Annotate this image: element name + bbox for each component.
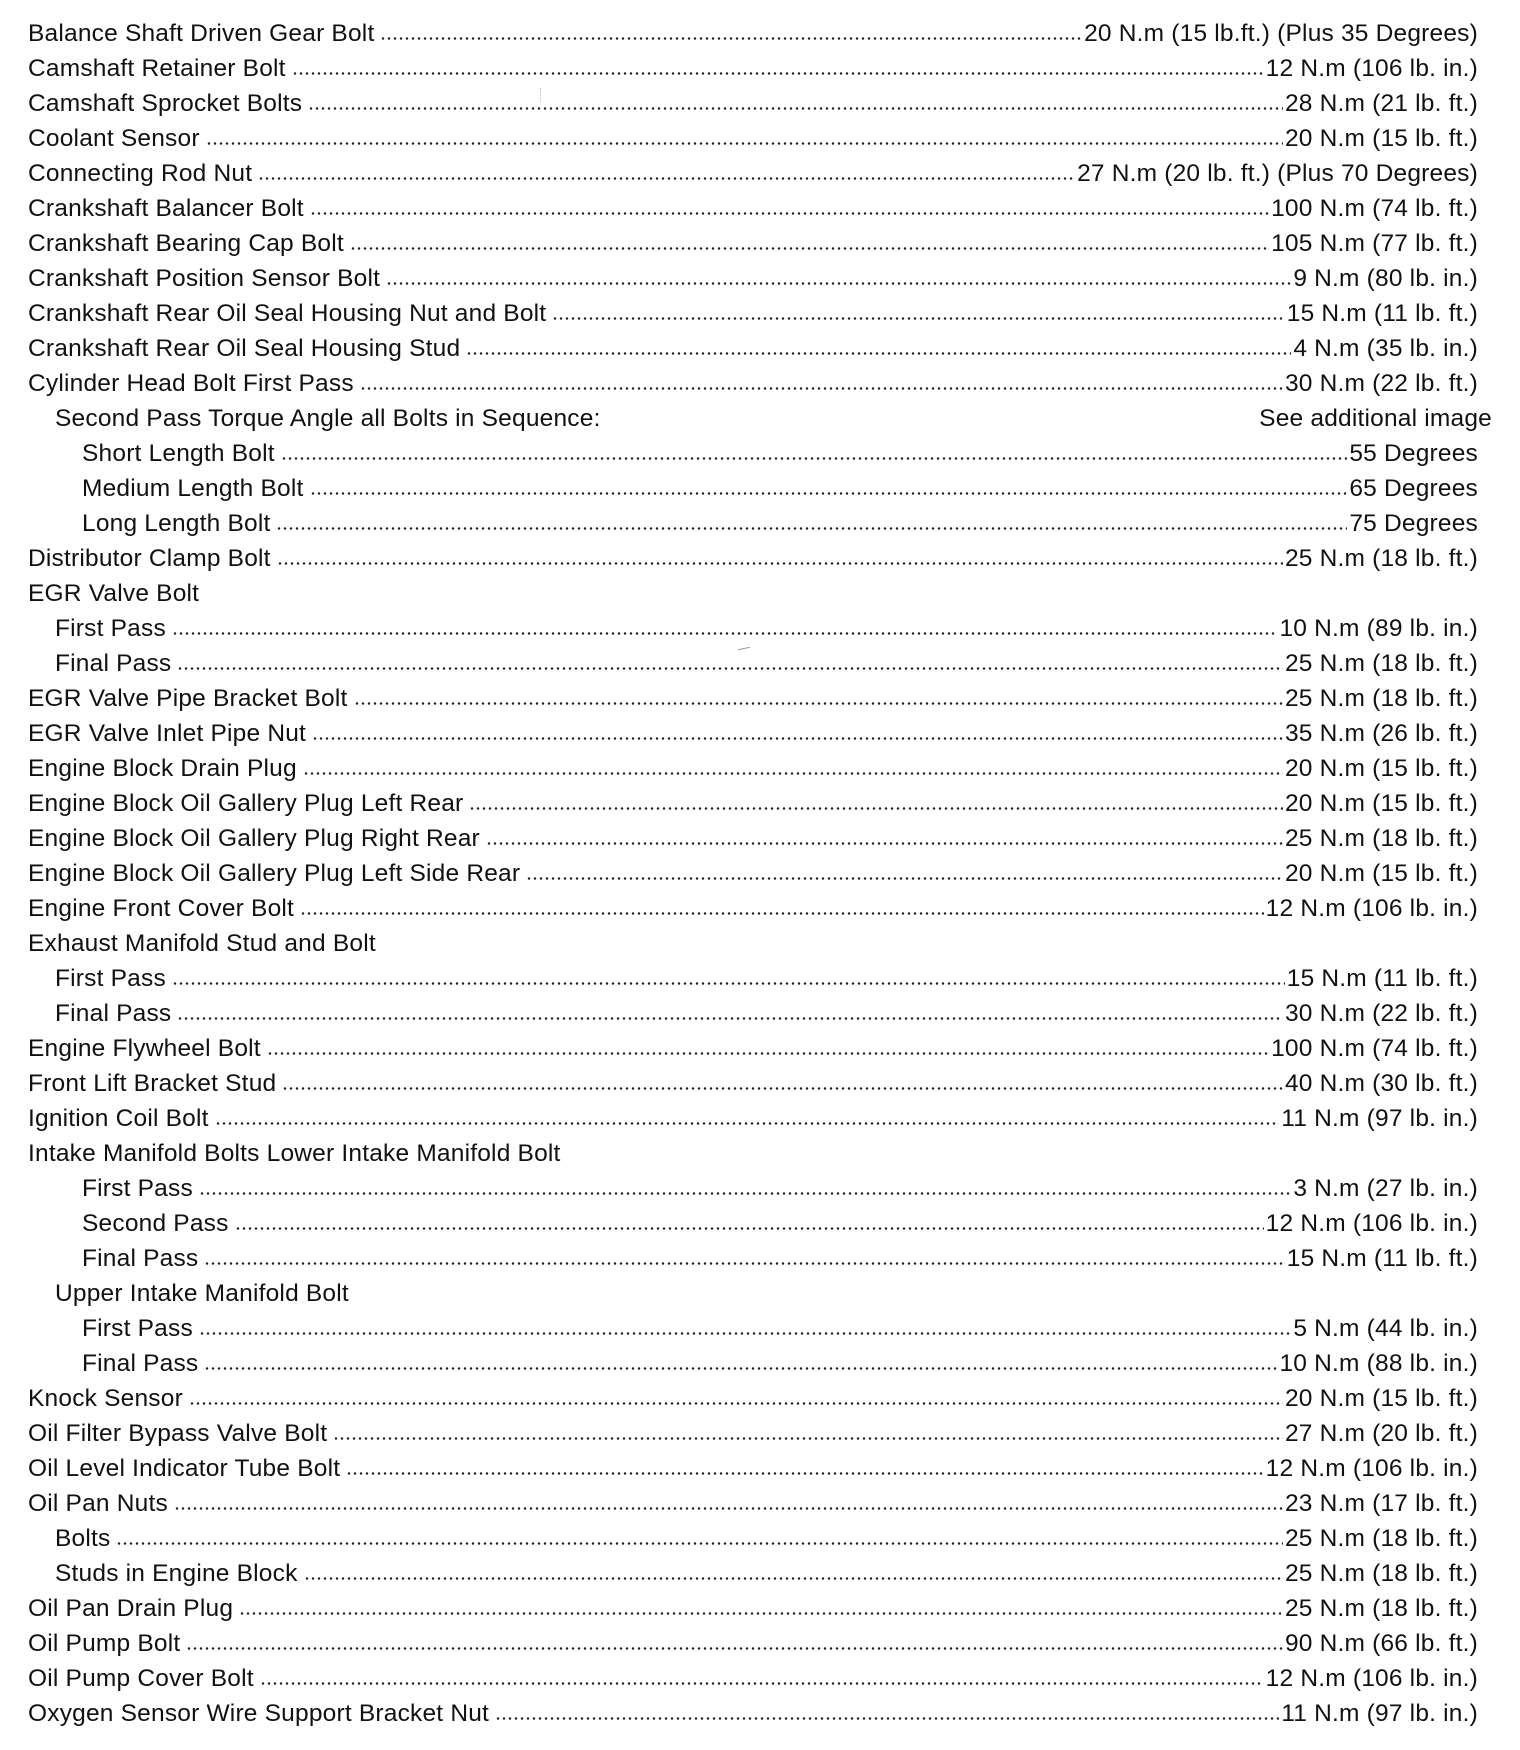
- spec-value: 65 Degrees: [1349, 474, 1478, 502]
- spec-row: [28, 821, 1478, 856]
- dot-leader: [260, 1682, 1264, 1685]
- spec-label: Final Pass: [55, 649, 172, 677]
- spec-label: Engine Flywheel Bolt: [28, 1034, 261, 1062]
- spec-value: 11 N.m (97 lb. in.): [1281, 1699, 1478, 1727]
- spec-value: 23 N.m (17 lb. ft.): [1284, 1489, 1478, 1517]
- spec-value: 15 N.m (11 lb. ft.): [1286, 299, 1478, 327]
- dot-leader: [204, 1367, 1277, 1370]
- spec-label: Crankshaft Position Sensor Bolt: [28, 264, 381, 292]
- spec-value: 35 N.m (26 lb. ft.): [1284, 719, 1478, 747]
- spec-row: [28, 261, 1478, 296]
- spec-value: 10 N.m (89 lb. in.): [1279, 614, 1478, 642]
- spec-row: [28, 16, 1478, 51]
- spec-value: 12 N.m (106 lb. in.): [1265, 1209, 1478, 1237]
- spec-row: [28, 1206, 1478, 1241]
- dot-leader: [308, 107, 1283, 110]
- spec-label: Engine Block Oil Gallery Plug Left Rear: [28, 789, 464, 817]
- spec-value: 20 N.m (15 lb. ft.): [1284, 1384, 1478, 1412]
- dot-leader: [310, 212, 1269, 215]
- spec-value: 55 Degrees: [1349, 439, 1478, 467]
- spec-row: [28, 191, 1478, 226]
- dot-leader: [350, 247, 1269, 250]
- dot-leader: [172, 982, 1285, 985]
- spec-label: Oxygen Sensor Wire Support Bracket Nut: [28, 1699, 490, 1727]
- dot-leader: [281, 457, 1348, 460]
- spec-label: Studs in Engine Block: [55, 1559, 298, 1587]
- dot-leader: [552, 317, 1284, 320]
- dot-leader: [277, 562, 1283, 565]
- spec-row: [28, 926, 1478, 961]
- spec-label: Ignition Coil Bolt: [28, 1104, 209, 1132]
- spec-label: Second Pass: [82, 1209, 229, 1237]
- spec-row: [28, 156, 1478, 191]
- dot-leader: [346, 1472, 1263, 1475]
- spec-row: [28, 1591, 1478, 1626]
- spec-row: [28, 51, 1478, 86]
- spec-label: Engine Block Oil Gallery Plug Right Rear: [28, 824, 480, 852]
- spec-value: 25 N.m (18 lb. ft.): [1284, 649, 1478, 677]
- dot-leader: [177, 1017, 1283, 1020]
- spec-row: [28, 226, 1478, 261]
- spec-row: [28, 1486, 1478, 1521]
- dot-leader: [310, 492, 1348, 495]
- spec-value: 9 N.m (80 lb. in.): [1293, 264, 1478, 292]
- spec-value: 12 N.m (106 lb. in.): [1265, 1454, 1478, 1482]
- dot-leader: [204, 1262, 1284, 1265]
- dot-leader: [206, 142, 1283, 145]
- dot-leader: [258, 177, 1075, 180]
- spec-row: [28, 401, 1492, 436]
- dot-leader: [199, 1192, 1291, 1195]
- spec-label: Oil Pan Nuts: [28, 1489, 168, 1517]
- spec-value: 20 N.m (15 lb. ft.): [1284, 859, 1478, 887]
- spec-label: EGR Valve Inlet Pipe Nut: [28, 719, 307, 747]
- spec-row: [28, 1241, 1478, 1276]
- dot-leader: [174, 1507, 1283, 1510]
- spec-row: [28, 1521, 1478, 1556]
- spec-value: 11 N.m (97 lb. in.): [1281, 1104, 1478, 1132]
- spec-value: 30 N.m (22 lb. ft.): [1284, 999, 1478, 1027]
- spec-value: 100 N.m (74 lb. ft.): [1271, 194, 1478, 222]
- spec-label: First Pass: [82, 1174, 193, 1202]
- spec-label: Oil Pump Cover Bolt: [28, 1664, 254, 1692]
- spec-label: Upper Intake Manifold Bolt: [55, 1279, 349, 1307]
- dot-leader: [360, 387, 1283, 390]
- spec-row: [28, 1276, 1478, 1311]
- dot-leader: [526, 877, 1283, 880]
- spec-row: [28, 1066, 1478, 1101]
- spec-row: [28, 1311, 1478, 1346]
- spec-label: First Pass: [55, 964, 166, 992]
- spec-label: Final Pass: [82, 1244, 199, 1272]
- dot-leader: [304, 1577, 1283, 1580]
- spec-row: [28, 646, 1478, 681]
- spec-label: EGR Valve Bolt: [28, 579, 200, 607]
- spec-value: 20 N.m (15 lb. ft.): [1284, 789, 1478, 817]
- dot-leader: [303, 772, 1283, 775]
- dot-leader: [495, 1717, 1279, 1720]
- dot-leader: [186, 1647, 1283, 1650]
- spec-value: 12 N.m (106 lb. in.): [1265, 1664, 1478, 1692]
- spec-row: [28, 1381, 1478, 1416]
- spec-note: See additional image: [1259, 404, 1492, 432]
- spec-value: 12 N.m (106 lb. in.): [1265, 894, 1478, 922]
- spec-row: [28, 331, 1478, 366]
- spec-label: Camshaft Retainer Bolt: [28, 54, 286, 82]
- spec-row: [28, 1556, 1478, 1591]
- dot-leader: [466, 352, 1291, 355]
- spec-value: 30 N.m (22 lb. ft.): [1284, 369, 1478, 397]
- spec-label: Engine Front Cover Bolt: [28, 894, 295, 922]
- spec-row: [28, 1661, 1478, 1696]
- spec-label: First Pass: [82, 1314, 193, 1342]
- spec-label: Oil Level Indicator Tube Bolt: [28, 1454, 341, 1482]
- spec-label: Cylinder Head Bolt First Pass: [28, 369, 354, 397]
- spec-label: Medium Length Bolt: [82, 474, 304, 502]
- spec-row: [28, 1696, 1478, 1731]
- dot-leader: [116, 1542, 1282, 1545]
- spec-value: 4 N.m (35 lb. in.): [1293, 334, 1478, 362]
- spec-label: First Pass: [55, 614, 166, 642]
- spec-row: [28, 296, 1478, 331]
- spec-value: 27 N.m (20 lb. ft.): [1284, 1419, 1478, 1447]
- spec-label: Coolant Sensor: [28, 124, 200, 152]
- spec-label: Camshaft Sprocket Bolts: [28, 89, 303, 117]
- dot-leader: [276, 527, 1347, 530]
- spec-label: Oil Filter Bypass Valve Bolt: [28, 1419, 328, 1447]
- spec-row: [28, 1101, 1478, 1136]
- spec-value: 28 N.m (21 lb. ft.): [1284, 89, 1478, 117]
- spec-row: [28, 716, 1478, 751]
- spec-row: [28, 86, 1478, 121]
- spec-value: 20 N.m (15 lb. ft.): [1284, 754, 1478, 782]
- dot-leader: [380, 37, 1082, 40]
- spec-label: Oil Pump Bolt: [28, 1629, 181, 1657]
- spec-value: 25 N.m (18 lb. ft.): [1284, 684, 1478, 712]
- spec-label: Intake Manifold Bolts Lower Intake Manifold Bolt: [28, 1139, 561, 1167]
- spec-label: Final Pass: [55, 999, 172, 1027]
- dot-leader: [239, 1612, 1283, 1615]
- spec-value: 25 N.m (18 lb. ft.): [1284, 1559, 1478, 1587]
- spec-value: 15 N.m (11 lb. ft.): [1286, 964, 1478, 992]
- dot-leader: [189, 1402, 1283, 1405]
- spec-value: 25 N.m (18 lb. ft.): [1284, 1524, 1478, 1552]
- spec-value: 20 N.m (15 lb.ft.) (Plus 35 Degrees): [1084, 19, 1478, 47]
- dot-leader: [469, 807, 1283, 810]
- spec-row: [28, 996, 1478, 1031]
- spec-row: [28, 856, 1478, 891]
- dot-leader: [215, 1122, 1280, 1125]
- spec-label: Engine Block Oil Gallery Plug Left Side Rear: [28, 859, 521, 887]
- spec-label: Long Length Bolt: [82, 509, 271, 537]
- spec-label: Knock Sensor: [28, 1384, 183, 1412]
- spec-label: Distributor Clamp Bolt: [28, 544, 271, 572]
- spec-row: [28, 786, 1478, 821]
- dot-leader: [312, 737, 1283, 740]
- dot-leader: [199, 1332, 1291, 1335]
- spec-label: Bolts: [55, 1524, 111, 1552]
- dot-leader: [172, 632, 1278, 635]
- spec-label: Connecting Rod Nut: [28, 159, 253, 187]
- spec-value: 100 N.m (74 lb. ft.): [1271, 1034, 1478, 1062]
- spec-value: 40 N.m (30 lb. ft.): [1284, 1069, 1478, 1097]
- spec-value: 105 N.m (77 lb. ft.): [1271, 229, 1478, 257]
- spec-row: [28, 751, 1478, 786]
- spec-label: Crankshaft Bearing Cap Bolt: [28, 229, 344, 257]
- dot-leader: [282, 1087, 1283, 1090]
- spec-row: [28, 1416, 1478, 1451]
- spec-value: 90 N.m (66 lb. ft.): [1284, 1629, 1478, 1657]
- dot-leader: [486, 842, 1283, 845]
- spec-value: 27 N.m (20 lb. ft.) (Plus 70 Degrees): [1077, 159, 1478, 187]
- spec-row: [28, 1171, 1478, 1206]
- spec-label: EGR Valve Pipe Bracket Bolt: [28, 684, 348, 712]
- spec-value: 20 N.m (15 lb. ft.): [1284, 124, 1478, 152]
- spec-row: [28, 471, 1478, 506]
- dot-leader: [300, 912, 1264, 915]
- spec-row: [28, 436, 1478, 471]
- spec-row: [28, 121, 1478, 156]
- spec-row: [28, 1346, 1478, 1381]
- spec-label: Front Lift Bracket Stud: [28, 1069, 277, 1097]
- spec-label: Short Length Bolt: [82, 439, 275, 467]
- spec-row: [28, 891, 1478, 926]
- spec-row: [28, 506, 1478, 541]
- spec-value: 25 N.m (18 lb. ft.): [1284, 824, 1478, 852]
- spec-label: Crankshaft Rear Oil Seal Housing Stud: [28, 334, 461, 362]
- spec-row: [28, 541, 1478, 576]
- spec-row: [28, 611, 1478, 646]
- spec-row: [28, 1031, 1478, 1066]
- dot-leader: [354, 702, 1283, 705]
- spec-value: 12 N.m (106 lb. in.): [1265, 54, 1478, 82]
- spec-row: [28, 1451, 1478, 1486]
- spec-row: [28, 576, 1478, 611]
- spec-label: Final Pass: [82, 1349, 199, 1377]
- spec-label: Second Pass Torque Angle all Bolts in Sequence:: [55, 404, 601, 432]
- spec-value: 25 N.m (18 lb. ft.): [1284, 544, 1478, 572]
- spec-row: [28, 1136, 1478, 1171]
- dot-leader: [386, 282, 1291, 285]
- dot-leader: [267, 1052, 1269, 1055]
- dot-leader: [177, 667, 1283, 670]
- dot-leader: [333, 1437, 1283, 1440]
- spec-row: [28, 366, 1478, 401]
- spec-value: 75 Degrees: [1349, 509, 1478, 537]
- spec-label: Crankshaft Balancer Bolt: [28, 194, 304, 222]
- dot-leader: [235, 1227, 1264, 1230]
- torque-spec-list: [28, 16, 1492, 1731]
- spec-value: 15 N.m (11 lb. ft.): [1286, 1244, 1478, 1272]
- spec-label: Balance Shaft Driven Gear Bolt: [28, 19, 375, 47]
- spec-value: 5 N.m (44 lb. in.): [1293, 1314, 1478, 1342]
- spec-value: 25 N.m (18 lb. ft.): [1284, 1594, 1478, 1622]
- dot-leader: [292, 72, 1264, 75]
- spec-row: [28, 1626, 1478, 1661]
- spec-value: 3 N.m (27 lb. in.): [1293, 1174, 1478, 1202]
- spec-label: Exhaust Manifold Stud and Bolt: [28, 929, 376, 957]
- spec-row: [28, 681, 1478, 716]
- spec-label: Oil Pan Drain Plug: [28, 1594, 234, 1622]
- spec-label: Engine Block Drain Plug: [28, 754, 297, 782]
- spec-label: Crankshaft Rear Oil Seal Housing Nut and Bolt: [28, 299, 547, 327]
- spec-value: 10 N.m (88 lb. in.): [1279, 1349, 1478, 1377]
- spec-row: [28, 961, 1478, 996]
